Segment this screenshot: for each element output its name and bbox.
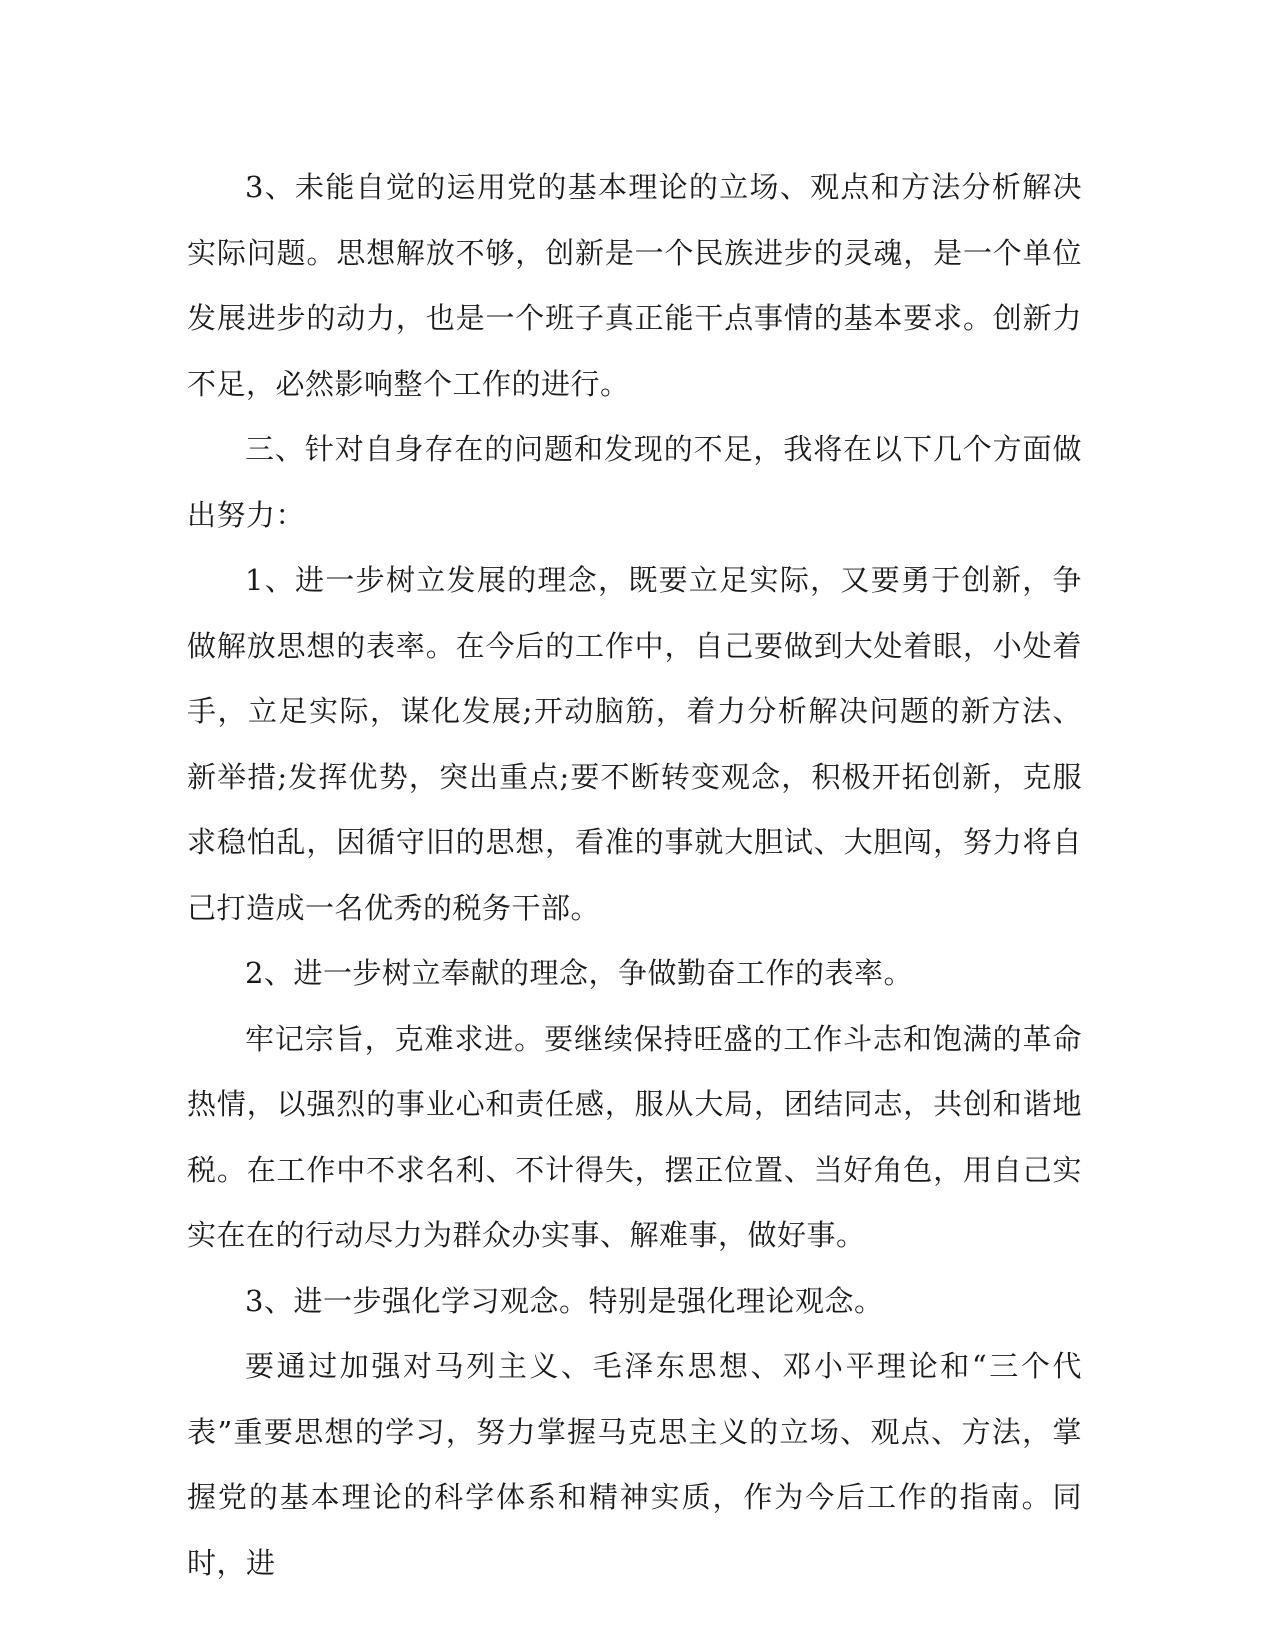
paragraph-4: 2、进一步树立奉献的理念，争做勤奋工作的表率。	[245, 956, 913, 990]
paragraph-3: 1、进一步树立发展的理念，既要立足实际，又要勇于创新，争做解放思想的表率。在今后的工作中，自己要做到大处着眼，小处着手，立足实际，谋化发展;开动脑筋，着力分析解决问题的新方法、新举措;发挥优势，突出重点;要不断转变观念，积极开拓创新，克服求稳怕乱，因循守旧的思想，看准的事就大胆试、大胆闯，努力将自己打造成一名优秀的税务干部。	[187, 563, 1082, 925]
document-body	[187, 155, 1082, 1596]
paragraph-2: 三、针对自身存在的问题和发现的不足，我将在以下几个方面做出努力：	[187, 432, 1082, 532]
paragraph-1: 3、未能自觉的运用党的基本理论的立场、观点和方法分析解决实际问题。思想解放不够，创新是一个民族进步的灵魂，是一个单位发展进步的动力，也是一个班子真正能干点事情的基本要求。创新力不足，必然影响整个工作的进行。	[187, 170, 1082, 401]
paragraph-7: 要通过加强对马列主义、毛泽东思想、邓小平理论和“三个代表”重要思想的学习，努力掌握马克思主义的立场、观点、方法，掌握党的基本理论的科学体系和精神实质，作为今后工作的指南。同时，进	[187, 1349, 1082, 1580]
paragraph-5: 牢记宗旨，克难求进。要继续保持旺盛的工作斗志和饱满的革命热情，以强烈的事业心和责任感，服从大局，团结同志，共创和谐地税。在工作中不求名利、不计得失，摆正位置、当好角色，用自己实实在在的行动尽力为群众办实事、解难事，做好事。	[187, 1021, 1082, 1252]
paragraph-6: 3、进一步强化学习观念。特别是强化理论观念。	[245, 1283, 884, 1318]
